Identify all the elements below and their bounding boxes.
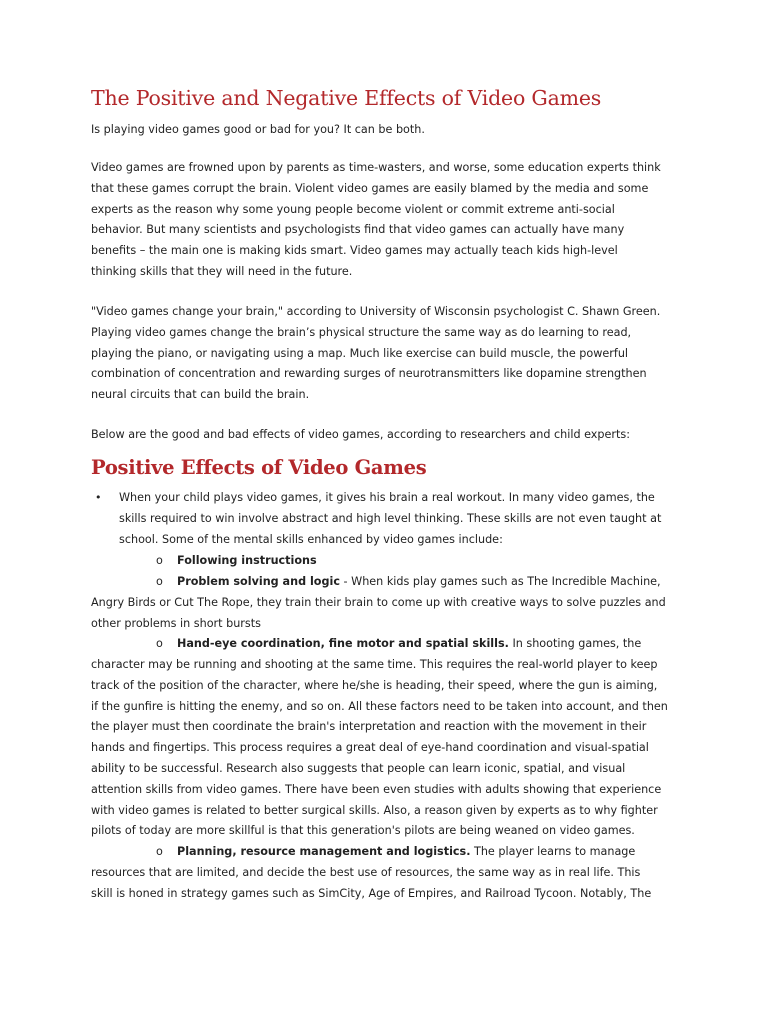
sub-item-text: The player learns to manage xyxy=(470,845,636,858)
sub-item-line: skill is honed in strategy games such as SimCity, Age of Empires, and Railroad Tycoon. Notably, The xyxy=(91,886,652,900)
sub-bullet-marker: o xyxy=(156,554,163,567)
sub-item-line: other problems in short bursts xyxy=(91,616,261,630)
paragraph-line: experts as the reason why some young people become violent or commit extreme anti-social xyxy=(91,202,615,216)
paragraph-line: thinking skills that they will need in the future. xyxy=(91,264,353,278)
sub-item-line: attention skills from video games. There have been even studies with adults showing that experience xyxy=(91,782,662,796)
intro-paragraph xyxy=(91,120,425,141)
paragraph-line: playing the piano, or navigating using a map. Much like exercise can build muscle, the powerful xyxy=(91,346,629,360)
sub-item-line: ability to be successful. Research also suggests that people can learn iconic, spatial, and visual xyxy=(91,761,626,775)
sub-item-text: - When kids play games such as The Incredible Machine, xyxy=(339,575,661,588)
intro-line: Is playing video games good or bad for you? It can be both. xyxy=(91,123,425,136)
paragraph-line: Video games are frowned upon by parents as time-wasters, and worse, some education experts think xyxy=(91,161,661,174)
sub-item-line: track of the position of the character, where he/she is heading, their speed, where the gun is aiming, xyxy=(91,678,658,692)
bullet-line: school. Some of the mental skills enhanced by video games include: xyxy=(119,532,503,546)
sub-item-line: Angry Birds or Cut The Rope, they train their brain to come up with creative ways to solve puzzles and xyxy=(91,596,666,609)
paragraph-line: "Video games change your brain," according to University of Wisconsin psychologist C. Shawn Green. xyxy=(91,305,661,318)
bullet-line: skills required to win involve abstract and high level thinking. These skills are not even taught at xyxy=(119,511,662,525)
paragraph-line: neural circuits that can build the brain. xyxy=(91,388,310,402)
sub-item-label: Problem solving and logic xyxy=(177,575,340,588)
sub-item-text: In shooting games, the xyxy=(508,637,642,650)
sub-item-planning xyxy=(177,842,635,863)
sub-item-problem-solving-continued xyxy=(91,593,666,635)
sub-item-line: pilots of today are more skillful is that this generation's pilots are being weaned on video games. xyxy=(91,824,635,838)
sub-item-line: character may be running and shooting at the same time. This requires the real-world player to keep xyxy=(91,658,658,671)
paragraph-2 xyxy=(91,302,660,406)
sub-item-hand-eye-continued xyxy=(91,655,668,842)
bullet-marker: • xyxy=(95,491,102,504)
sub-bullet-marker: o xyxy=(156,637,163,650)
section-heading-positive-effects: Positive Effects of Video Games xyxy=(91,456,427,479)
paragraph-line: Below are the good and bad effects of video games, according to researchers and child experts: xyxy=(91,428,630,441)
paragraph-line: Playing video games change the brain’s physical structure the same way as do learning to read, xyxy=(91,325,632,339)
sub-item-label: Planning, resource management and logistics. xyxy=(177,845,471,858)
document-title: The Positive and Negative Effects of Video Games xyxy=(91,86,602,110)
sub-bullet-marker: o xyxy=(156,845,163,858)
sub-item-label: Hand-eye coordination, fine motor and spatial skills. xyxy=(177,637,509,650)
paragraph-line: behavior. But many scientists and psychologists find that video games can actually have many xyxy=(91,223,625,237)
paragraph-1 xyxy=(91,158,661,283)
paragraph-line: that these games corrupt the brain. Violent video games are easily blamed by the media and some xyxy=(91,181,649,195)
sub-item-planning-continued xyxy=(91,863,651,905)
sub-item-line: with video games is related to better surgical skills. Also, a reason given by experts as to why fighter xyxy=(91,803,658,817)
sub-item-following-instructions: Following instructions xyxy=(177,554,317,567)
sub-item-line: resources that are limited, and decide the best use of resources, the same way as in real life. This xyxy=(91,866,641,879)
paragraph-3 xyxy=(91,425,630,446)
sub-item-line: hands and fingertips. This process requires a great deal of eye-hand coordination and visual-spatial xyxy=(91,741,649,755)
sub-bullet-marker: o xyxy=(156,575,163,588)
sub-item-line: if the gunfire is hitting the enemy, and so on. All these factors need to be taken into account, and then xyxy=(91,699,668,713)
paragraph-line: combination of concentration and rewarding surges of neurotransmitters like dopamine strengthen xyxy=(91,367,647,381)
bullet-line: When your child plays video games, it gives his brain a real workout. In many video games, the xyxy=(119,491,655,504)
paragraph-line: benefits – the main one is making kids smart. Video games may actually teach kids high-level xyxy=(91,244,618,258)
sub-item-line: the player must then coordinate the brain's interpretation and reaction with the movement in their xyxy=(91,720,647,734)
bullet-1-text xyxy=(119,488,661,550)
sub-item-problem-solving xyxy=(177,572,661,593)
sub-item-hand-eye xyxy=(177,634,641,655)
